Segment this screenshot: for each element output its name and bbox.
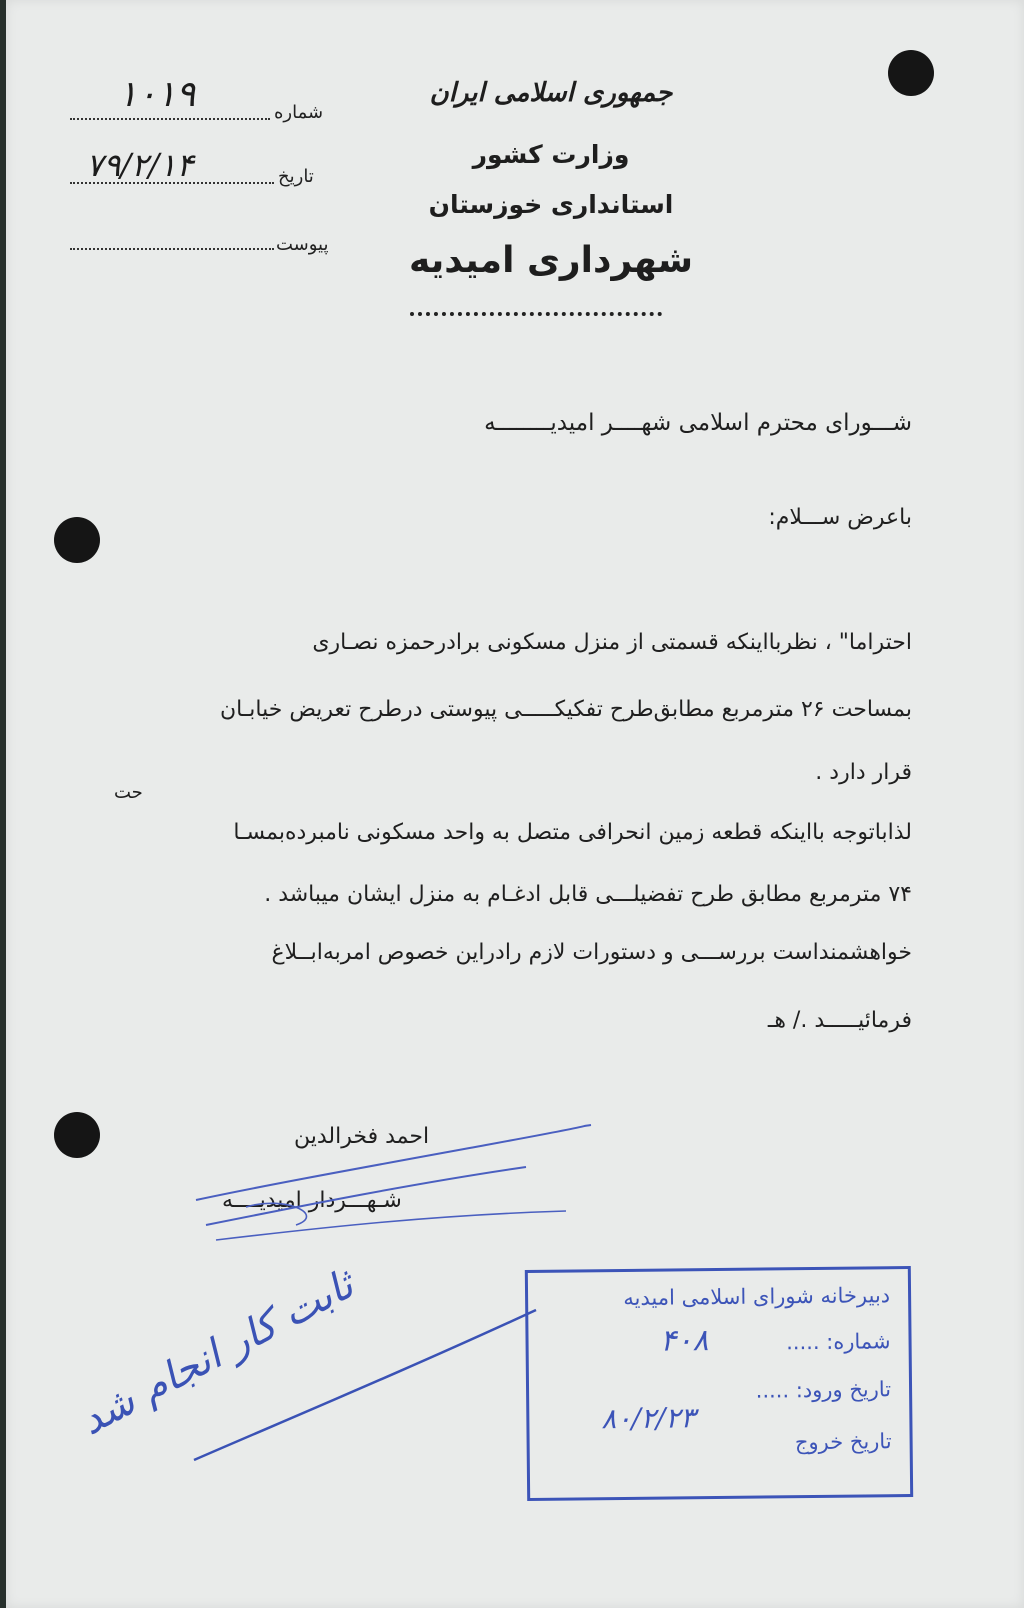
recipient-line: شـــورای محترم اسلامی شهــــر امیدیــــــــه <box>484 410 912 436</box>
handwritten-insertion: حت <box>114 782 143 803</box>
number-line <box>70 118 270 120</box>
header-divider <box>410 312 662 316</box>
stamp-number-value: ۴۰۸ <box>660 1323 709 1359</box>
stamp-number-label: شماره: ..... <box>786 1329 891 1355</box>
body-line: لذاباتوجه بااینکه قطعه زمین انحرافی متصل به واحد مسکونی نامبرده‌بمسـا <box>233 820 912 845</box>
letter-page <box>6 0 1024 1608</box>
number-label: شماره <box>274 102 324 123</box>
attachment-label: پیوست <box>276 234 329 255</box>
body-line: قرار دارد . <box>815 760 912 785</box>
handwritten-note: ثابت کار انجام شد <box>72 1261 362 1445</box>
punch-hole <box>54 517 100 563</box>
body-line: فرمائیـــــد ./ هـ <box>767 1008 912 1033</box>
stamp-title: دبیرخانه شورای اسلامی امیدیه <box>623 1283 891 1310</box>
stamp-entry-label: تاریخ ورود: ..... <box>755 1377 892 1403</box>
signatory-name: احمد فخرالدین <box>294 1124 430 1149</box>
stamp-exit-label: تاریخ خروج <box>794 1429 892 1455</box>
registry-stamp <box>525 1266 913 1501</box>
province-title: استانداری خوزستان <box>428 190 674 219</box>
republic-title: جمهوری اسلامی ایران <box>429 78 673 108</box>
signatory-title: شـهـــردار امیدیــــه <box>222 1188 402 1213</box>
ministry-title: وزارت کشور <box>472 140 630 169</box>
handwritten-signature <box>186 1115 606 1255</box>
body-line: بمساحت ۲۶ مترمربع مطابق‌طرح تفکیکـــــی پیوستی درطرح تعریض خیابـان <box>219 697 912 722</box>
punch-hole <box>54 1112 100 1158</box>
body-line: خواهشمنداست بررســـی و دستورات لازم رادراین خصوص امربه‌ابــلاغ <box>271 940 912 965</box>
salutation: باعرض ســـلام: <box>768 505 912 530</box>
stamp-entry-value: ۸۰/۲/۲۳ <box>601 1401 696 1436</box>
municipality-title: شهرداری امیدیه <box>408 240 694 281</box>
body-line: احتراما" ، نظربااینکه قسمتی از منزل مسکونی برادرحمزه نصـاری <box>312 630 912 655</box>
note-stroke <box>186 1290 546 1470</box>
punch-hole <box>888 50 934 96</box>
body-line: ۷۴ مترمربع مطابق طرح تفضیلـــی قابل ادغـام به منزل ایشان میباشد . <box>264 882 912 907</box>
attachment-line <box>70 248 274 250</box>
date-label: تاریخ <box>278 166 314 187</box>
number-value: ۱۰۱۹ <box>118 74 196 115</box>
date-value: ۷۹/۲/۱۴ <box>86 146 194 184</box>
